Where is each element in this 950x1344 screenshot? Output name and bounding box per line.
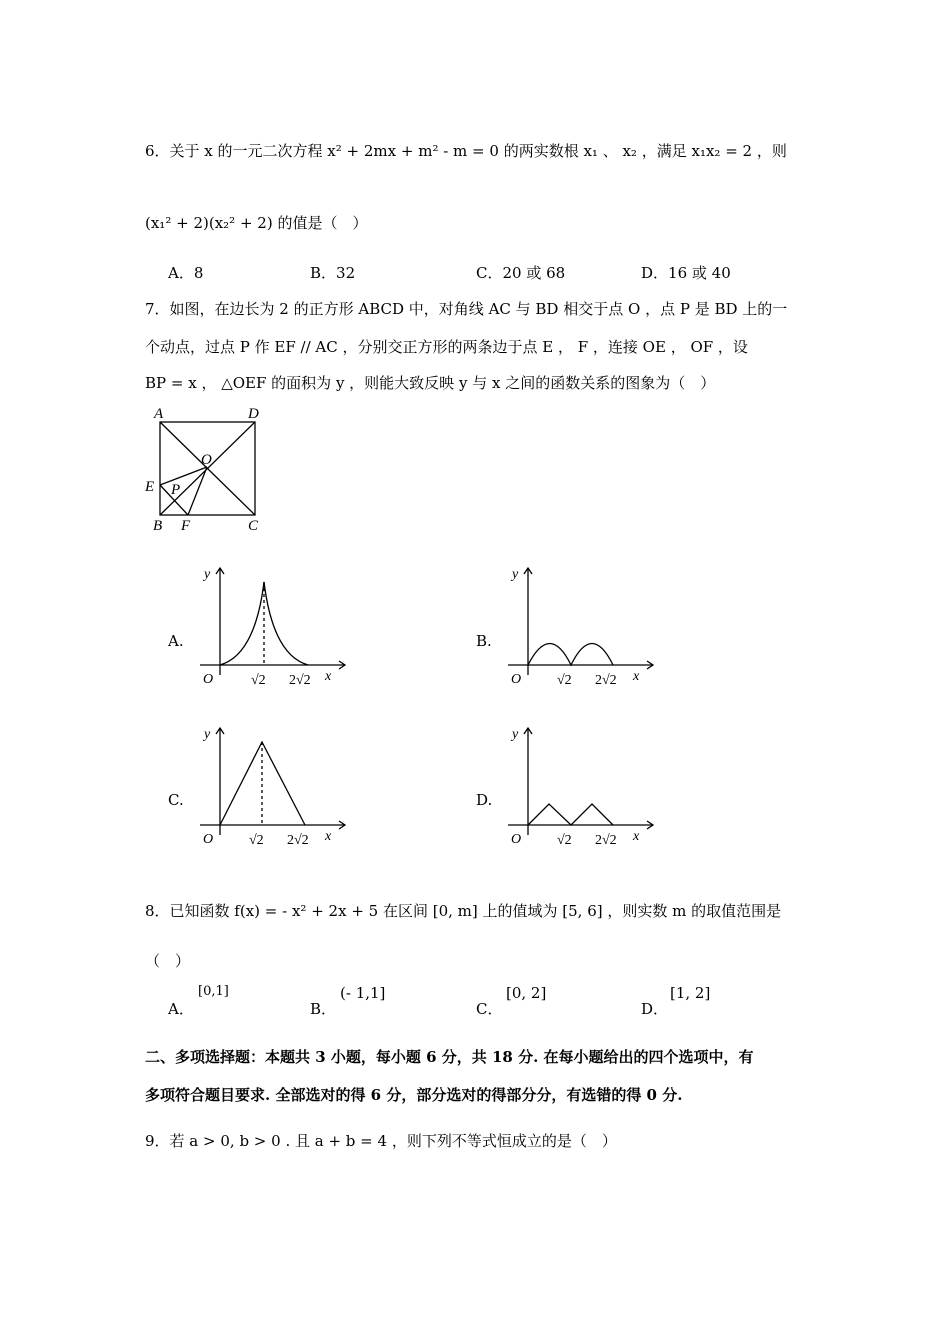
graph-b-origin: O bbox=[511, 672, 522, 687]
q8-option-c-value: [0, 2] bbox=[506, 984, 547, 1002]
graph-c-tick1: √2 bbox=[249, 833, 264, 848]
q8-line2: （ ） bbox=[145, 952, 191, 970]
label-c: C bbox=[248, 518, 259, 534]
label-f: F bbox=[181, 518, 191, 534]
graph-b-y-label: y bbox=[512, 567, 519, 582]
graph-a-origin: O bbox=[203, 672, 214, 687]
graph-c-y-label: y bbox=[204, 727, 211, 742]
graph-a-tick1: √2 bbox=[251, 673, 266, 688]
q6-option-d: D．16 或 40 bbox=[641, 264, 731, 282]
graph-d-tick2: 2√2 bbox=[595, 833, 617, 848]
q6-line1: 6．关于 x 的一元二次方程 x² + 2mx + m² - m = 0 的两实数根 x₁ 、 x₂ ，满足 x₁x₂ = 2 ，则 bbox=[145, 142, 787, 160]
label-p: P bbox=[171, 482, 181, 498]
graph-c bbox=[195, 720, 355, 850]
graph-d-tick1: √2 bbox=[557, 833, 572, 848]
q7-line1: 7．如图，在边长为 2 的正方形 ABCD 中，对角线 AC 与 BD 相交于点 O ，点 P 是 BD 上的一 bbox=[145, 300, 788, 318]
graph-b-tick1: √2 bbox=[557, 673, 572, 688]
q8-option-b-letter: B． bbox=[310, 1000, 337, 1018]
graph-d-y-label: y bbox=[512, 727, 519, 742]
q7-option-a: A. bbox=[168, 632, 184, 650]
label-a: A bbox=[154, 406, 164, 422]
label-e: E bbox=[145, 479, 155, 495]
graph-c-origin: O bbox=[203, 832, 214, 847]
graph-a bbox=[195, 560, 355, 690]
q9-line1: 9．若 a > 0, b > 0 . 且 a + b = 4 ，则下列不等式恒成立的是（ ） bbox=[145, 1132, 617, 1150]
q8-option-a-letter: A． bbox=[168, 1000, 194, 1018]
q8-line1: 8．已知函数 f(x) = - x² + 2x + 5 在区间 [0, m] 上的值域为 [5, 6] ，则实数 m 的取值范围是 bbox=[145, 902, 782, 920]
label-o: O bbox=[201, 452, 212, 468]
square-figure bbox=[140, 400, 270, 535]
graph-b-x-label: x bbox=[633, 669, 640, 684]
graph-c-x-label: x bbox=[325, 829, 332, 844]
q7-option-b: B. bbox=[476, 632, 492, 650]
graph-c-tick2: 2√2 bbox=[287, 833, 309, 848]
q6-option-b: B．32 bbox=[310, 264, 356, 282]
section2-line1: 二、多项选择题：本题共 3 小题，每小题 6 分，共 18 分. 在每小题给出的四个选项中，有 bbox=[145, 1048, 754, 1066]
graph-a-x-label: x bbox=[325, 669, 332, 684]
q8-option-b-value: (- 1,1] bbox=[340, 984, 386, 1002]
graph-b-tick2: 2√2 bbox=[595, 673, 617, 688]
q8-option-d-letter: D． bbox=[641, 1000, 669, 1018]
q8-option-c-letter: C． bbox=[476, 1000, 503, 1018]
graph-d-x-label: x bbox=[633, 829, 640, 844]
q6-line2: (x₁² + 2)(x₂² + 2) 的值是（ ） bbox=[145, 214, 368, 232]
label-d: D bbox=[248, 406, 259, 422]
graph-a-y-label: y bbox=[204, 567, 211, 582]
q7-line2: 个动点，过点 P 作 EF // AC ，分别交正方形的两条边于点 E ， F ，连接 OE ， OF ，设 bbox=[145, 338, 748, 356]
label-b: B bbox=[153, 518, 163, 534]
q7-option-c: C. bbox=[168, 791, 184, 809]
q8-option-d-value: [1, 2] bbox=[670, 984, 711, 1002]
q8-option-a-value: [0,1] bbox=[198, 984, 229, 999]
q6-option-c: C．20 或 68 bbox=[476, 264, 566, 282]
graph-d bbox=[503, 720, 663, 850]
q7-line3: BP = x ， △OEF 的面积为 y ，则能大致反映 y 与 x 之间的函数关系的图象为（ ） bbox=[145, 374, 716, 392]
graph-b bbox=[503, 560, 663, 690]
section2-line2: 多项符合题目要求. 全部选对的得 6 分，部分选对的得部分分，有选错的得 0 分. bbox=[145, 1086, 683, 1104]
q6-option-a: A．8 bbox=[168, 264, 204, 282]
q7-option-d: D. bbox=[476, 791, 493, 809]
graph-a-tick2: 2√2 bbox=[289, 673, 311, 688]
graph-d-origin: O bbox=[511, 832, 522, 847]
